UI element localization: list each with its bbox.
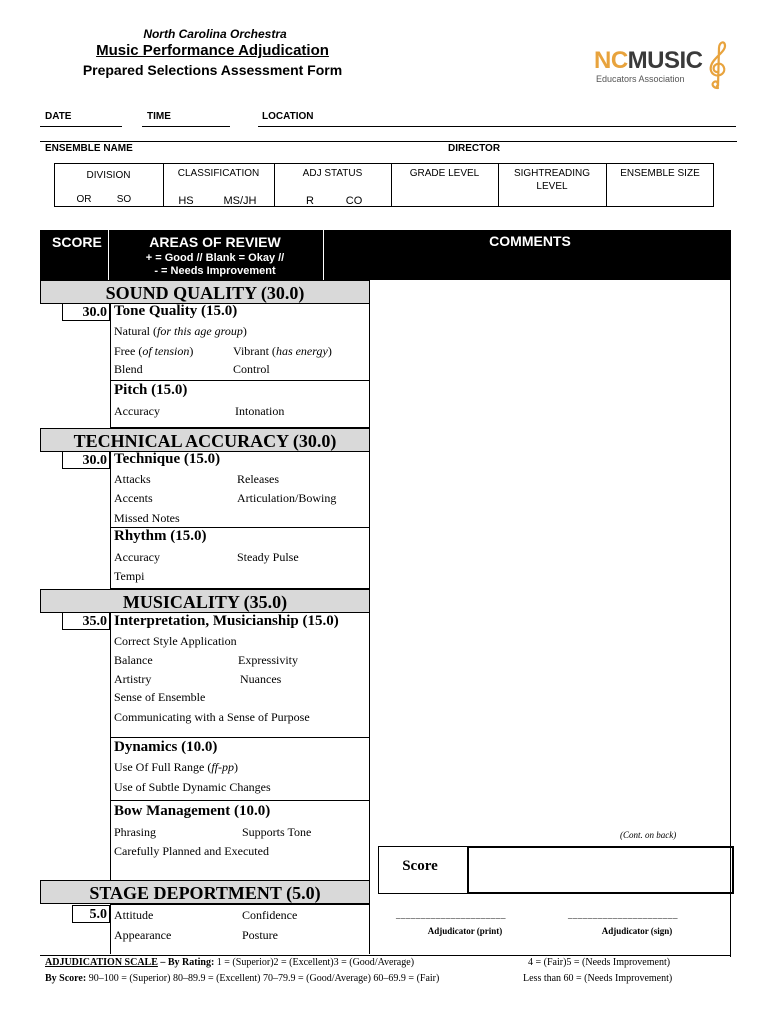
item-full-range: Use Of Full Range (ff-pp) (114, 760, 238, 774)
classification-hs[interactable]: HS (178, 195, 194, 207)
location-label: LOCATION (262, 111, 314, 122)
comments-header: COMMENTS (489, 233, 571, 249)
director-label: DIRECTOR (448, 143, 501, 154)
item-vibrant: Vibrant (has energy) (233, 344, 332, 358)
org-name: North Carolina Orchestra (143, 27, 287, 41)
item-sense-of-ensemble: Sense of Ensemble (114, 690, 206, 704)
item-expressivity: Expressivity (238, 653, 298, 667)
location-field[interactable] (258, 126, 736, 127)
division-so[interactable]: SO (116, 194, 132, 205)
form-subtitle: Prepared Selections Assessment Form (82, 62, 343, 78)
ensemble-line[interactable] (40, 141, 737, 142)
item-attitude: Attitude (114, 908, 154, 922)
musicality-score-box[interactable]: 35.0 (62, 612, 110, 630)
pitch-title: Pitch (15.0) (114, 382, 188, 398)
adjudicator-print-line[interactable]: ______________________ (396, 910, 506, 920)
bow-management-title: Bow Management (10.0) (114, 803, 271, 819)
treble-clef-icon (705, 38, 731, 90)
time-label: TIME (147, 111, 171, 122)
logo-nc: NC (594, 47, 628, 74)
technical-score-box[interactable]: 30.0 (62, 451, 110, 469)
score-header: SCORE (52, 234, 102, 250)
adj-status-co[interactable]: CO (345, 195, 363, 207)
item-artistry: Artistry (114, 672, 152, 686)
sound-score-box[interactable]: 30.0 (62, 303, 110, 321)
division-label: DIVISION (86, 170, 131, 181)
date-field[interactable] (40, 126, 122, 127)
stage-score-box[interactable]: 5.0 (72, 905, 110, 923)
item-attacks: Attacks (114, 472, 151, 486)
item-articulation: Articulation/Bowing (237, 491, 337, 505)
adjudication-scale-rating: ADJUDICATION SCALE – By Rating: 1 = (Superior)2 = (Excellent)3 = (Good/Average) (45, 957, 415, 968)
grade-level-label: GRADE LEVEL (409, 168, 480, 179)
item-communicating: Communicating with a Sense of Purpose (114, 710, 310, 724)
item-control: Control (233, 362, 270, 376)
final-score-box[interactable] (467, 846, 734, 894)
item-steady-pulse: Steady Pulse (237, 550, 299, 564)
item-phrasing: Phrasing (114, 825, 156, 839)
item-free: Free (of tension) (114, 344, 194, 358)
classification-label: CLASSIFICATION (177, 168, 260, 179)
sightreading-label-2: LEVEL (536, 181, 568, 192)
form-title: Music Performance Adjudication (96, 42, 329, 59)
adj-status-label: ADJ STATUS (302, 168, 363, 179)
item-appearance: Appearance (114, 928, 172, 942)
ensemble-name-label: ENSEMBLE NAME (45, 143, 133, 154)
ensemble-size-label: ENSEMBLE SIZE (620, 168, 700, 179)
item-nuances: Nuances (240, 672, 282, 686)
time-field[interactable] (142, 126, 230, 127)
item-style: Correct Style Application (114, 634, 237, 648)
date-label: DATE (45, 111, 72, 122)
legend-line-2: - = Needs Improvement (154, 265, 276, 277)
adjudication-scale-rating-2: 4 = (Fair)5 = (Needs Improvement) (528, 957, 671, 968)
adjudicator-print-label: Adjudicator (print) (427, 926, 503, 936)
interpretation-title: Interpretation, Musicianship (15.0) (114, 613, 339, 629)
adjudication-scale-score: By Score: 90–100 = (Superior) 80–89.9 = (Excellent) 70–79.9 = (Good/Average) 60–69.9 = (Fair) (45, 973, 440, 984)
rhythm-title: Rhythm (15.0) (114, 528, 207, 544)
item-confidence: Confidence (242, 908, 298, 922)
item-intonation: Intonation (235, 404, 285, 418)
logo-tagline: Educators Association (596, 74, 685, 84)
cont-on-back: (Cont. on back) (620, 830, 677, 840)
technique-title: Technique (15.0) (114, 451, 221, 467)
item-rhythm-accuracy: Accuracy (114, 550, 160, 564)
musicality-header: MUSICALITY (35.0) (40, 589, 370, 613)
item-subtle-dynamics: Use of Subtle Dynamic Changes (114, 780, 271, 794)
item-posture: Posture (242, 928, 278, 942)
item-releases: Releases (237, 472, 279, 486)
item-balance: Balance (114, 653, 153, 667)
division-or[interactable]: OR (76, 194, 92, 205)
adjudicator-sign-line[interactable]: ______________________ (568, 910, 678, 920)
adjudication-scale-score-2: Less than 60 = (Needs Improvement) (523, 973, 673, 984)
item-missed-notes: Missed Notes (114, 511, 180, 525)
dynamics-title: Dynamics (10.0) (114, 739, 218, 755)
ncmusic-logo (592, 40, 737, 90)
item-pitch-accuracy: Accuracy (114, 404, 160, 418)
adjudicator-sign-label: Adjudicator (sign) (601, 926, 673, 936)
legend-line-1: + = Good // Blank = Okay // (145, 252, 285, 264)
adj-status-r[interactable]: R (306, 195, 314, 207)
item-tempi: Tempi (114, 569, 145, 583)
sightreading-label-1: SIGHTREADING (513, 168, 591, 179)
item-supports-tone: Supports Tone (242, 825, 312, 839)
item-planned: Carefully Planned and Executed (114, 844, 269, 858)
item-accents: Accents (114, 491, 153, 505)
classification-ms[interactable]: MS/JH (223, 195, 257, 207)
sound-quality-header: SOUND QUALITY (30.0) (40, 280, 370, 304)
logo-music: MUSIC (627, 47, 703, 74)
technical-accuracy-header: TECHNICAL ACCURACY (30.0) (40, 428, 370, 452)
final-score-label: Score (402, 858, 438, 874)
areas-header: AREAS OF REVIEW (149, 234, 281, 250)
stage-deportment-header: STAGE DEPORTMENT (5.0) (40, 880, 370, 904)
form-bottom-line (40, 955, 731, 956)
tone-quality-title: Tone Quality (15.0) (114, 303, 238, 319)
item-blend: Blend (114, 362, 143, 376)
comments-area[interactable] (371, 280, 729, 840)
item-natural: Natural (for this age group) (114, 324, 247, 338)
